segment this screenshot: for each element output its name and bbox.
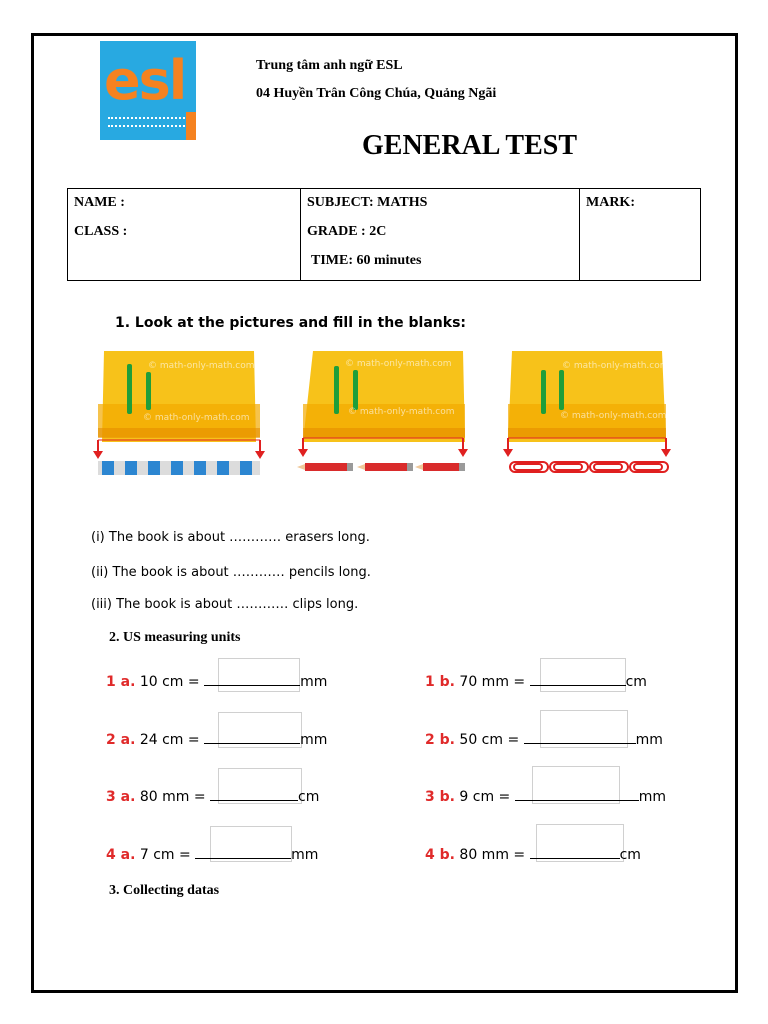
time-label: TIME: 60 minutes [311, 253, 422, 268]
answer-blank[interactable] [530, 844, 620, 859]
bookmark [127, 364, 132, 414]
bookmark [353, 370, 358, 410]
esl-logo [100, 41, 196, 140]
question-2-heading: 2. US measuring units [109, 630, 241, 645]
measure-item-4b: 4 b. 80 mm = cm [425, 844, 641, 863]
watermark: © math-only-math.com [345, 359, 452, 369]
eraser-row [98, 461, 260, 475]
mark-label: MARK: [586, 195, 635, 210]
grade-label: GRADE : 2C [307, 224, 387, 239]
bookmark [541, 370, 546, 414]
question-1-heading: 1. Look at the pictures and fill in the blanks: [115, 315, 467, 331]
answer-blank[interactable] [515, 786, 639, 801]
mark-cell [580, 189, 701, 281]
answer-blank[interactable] [204, 729, 300, 744]
logo-dots [108, 125, 188, 127]
measure-item-3b: 3 b. 9 cm = mm [425, 786, 666, 805]
answer-blank[interactable] [204, 671, 300, 686]
measure-item-2a: 2 a. 24 cm = mm [106, 729, 327, 748]
bookmark [146, 372, 151, 410]
answer-blank[interactable] [524, 729, 636, 744]
answer-blank[interactable] [530, 671, 626, 686]
measure-item-2b: 2 b. 50 cm = mm [425, 729, 663, 748]
class-label: CLASS : [74, 224, 128, 239]
watermark: © math-only-math.com [562, 361, 669, 371]
pencil-row [297, 463, 465, 471]
watermark: © math-only-math.com [148, 361, 255, 371]
watermark: © math-only-math.com [560, 411, 667, 421]
bookmark [334, 366, 339, 414]
subject-label: SUBJECT: MATHS [307, 195, 428, 210]
bookmark [559, 370, 564, 410]
measure-item-4a: 4 a. 7 cm = mm [106, 844, 318, 863]
book-clips-picture [500, 348, 690, 483]
watermark: © math-only-math.com [143, 413, 250, 423]
measure-item-3a: 3 a. 80 mm = cm [106, 786, 319, 805]
subject-cell [301, 189, 580, 281]
measure-item-1b: 1 b. 70 mm = cm [425, 671, 647, 690]
sentence-pencils: (ii) The book is about ………… pencils long. [91, 565, 371, 580]
name-class-cell [68, 189, 301, 281]
answer-blank[interactable] [210, 786, 298, 801]
sentence-clips: (iii) The book is about ………… clips long. [91, 597, 359, 612]
logo-dots [108, 117, 188, 119]
logo-accent [186, 112, 196, 140]
clip-row [510, 462, 668, 472]
answer-blank[interactable] [195, 844, 291, 859]
name-label: NAME : [74, 195, 125, 210]
page-title: GENERAL TEST [362, 130, 578, 161]
logo-text: esl [104, 49, 186, 112]
measure-item-1a: 1 a. 10 cm = mm [106, 671, 327, 690]
watermark: © math-only-math.com [348, 407, 455, 417]
book-pencils-picture [293, 348, 483, 483]
question-3-heading: 3. Collecting datas [109, 883, 220, 898]
center-name: Trung tâm anh ngữ ESL [256, 58, 403, 73]
book-erasers-picture [88, 348, 278, 483]
sentence-erasers: (i) The book is about ………… erasers long. [91, 530, 370, 545]
center-address: 04 Huyền Trân Công Chúa, Quảng Ngãi [256, 86, 497, 101]
student-info-table [67, 188, 701, 281]
